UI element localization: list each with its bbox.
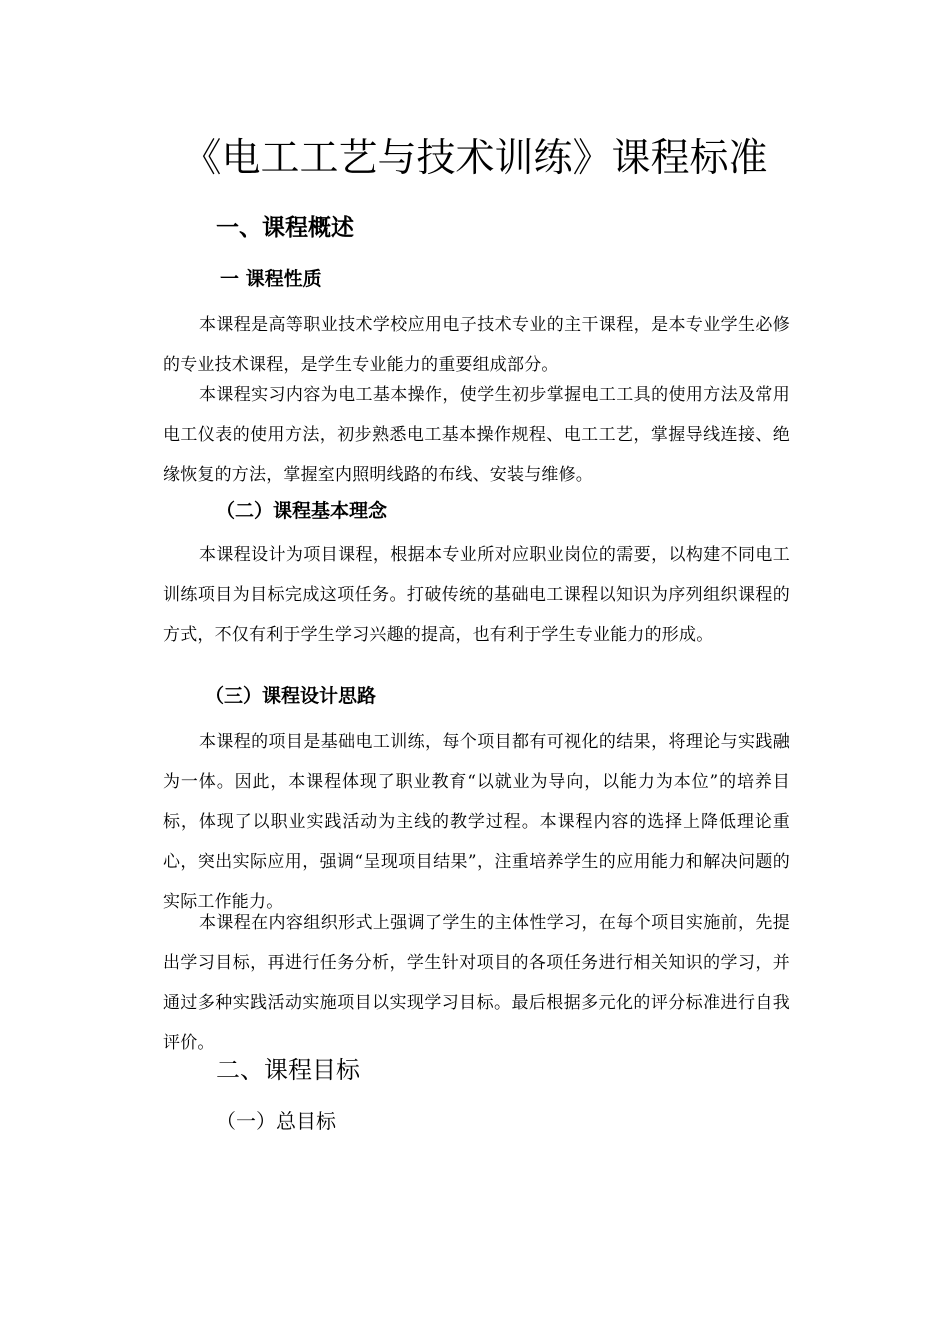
subheading-course-philosophy: （二）课程基本理念: [216, 500, 388, 522]
paragraph-course-nature: 本课程是高等职业技术学校应用电子技术专业的主干课程，是本专业学生必修的专业技术课程，是学生专业能力的重要组成部分。: [163, 315, 790, 375]
paragraph-content-organization: 本课程在内容组织形式上强调了学生的主体性学习，在每个项目实施前，先提出学习目标，再进行任务分析，学生针对项目的各项任务进行相关知识的学习，并通过多种实践活动实施项目以实现学习目标。最后根据多元化的评分标准进行自我评价。: [163, 913, 790, 1053]
document-title: 《电工工艺与技术训练》课程标准: [182, 136, 768, 181]
paragraph-course-design: 本课程的项目是基础电工训练，每个项目都有可视化的结果，将理论与实践融为一体。因此，本课程体现了职业教育“以就业为导向，以能力为本位”的培养目标，体现了以职业实践活动为主线的教学过程。本课程内容的选择上降低理论重心，突出实际应用，强调“呈现项目结果”，注重培养学生的应用能力和解决问题的实际工作能力。: [163, 732, 790, 912]
paragraph-course-content: 本课程实习内容为电工基本操作，使学生初步掌握电工工具的使用方法及常用电工仪表的使用方法，初步熟悉电工基本操作规程、电工工艺，掌握导线连接、绝缘恢复的方法，掌握室内照明线路的布线、安装与维修。: [163, 385, 790, 485]
subheading-course-design: （三）课程设计思路: [205, 685, 377, 707]
subheading-course-nature: 一 课程性质: [220, 268, 322, 290]
subheading-overall-objective: （一）总目标: [216, 1109, 336, 1133]
section-heading-course-objectives: 二、课程目标: [216, 1056, 360, 1084]
section-heading-course-overview: 一、课程概述: [216, 215, 354, 241]
paragraph-course-philosophy: 本课程设计为项目课程，根据本专业所对应职业岗位的需要，以构建不同电工训练项目为目标完成这项任务。打破传统的基础电工课程以知识为序列组织课程的方式，不仅有利于学生学习兴趣的提高，也有利于学生专业能力的形成。: [163, 545, 790, 645]
